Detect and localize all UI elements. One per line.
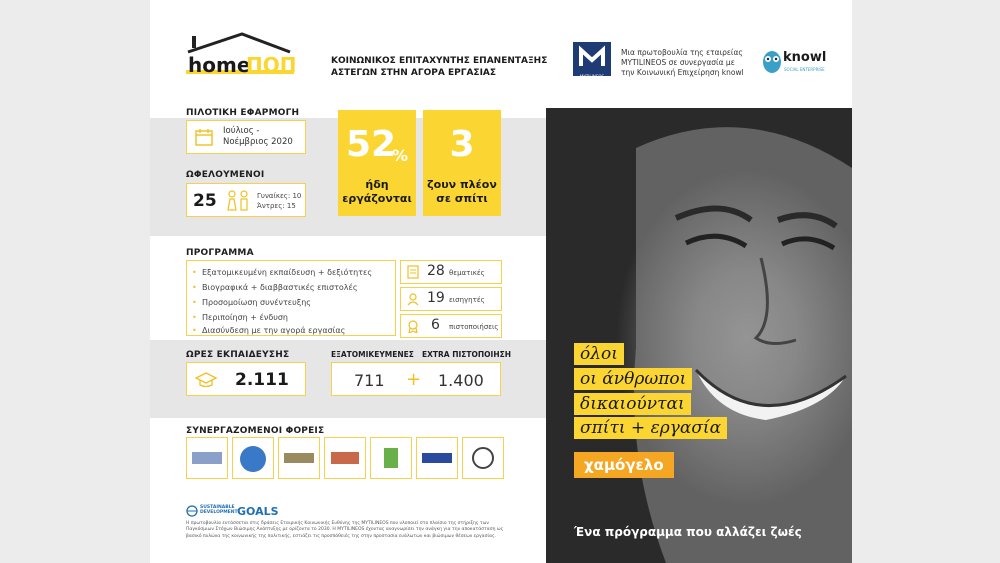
initiative-text [621, 48, 744, 78]
pilot-box [186, 120, 306, 154]
slogan-line4: σπίτι + εργασία [574, 417, 727, 439]
percent-sign: % [392, 146, 409, 165]
partner-logo [232, 437, 274, 479]
housed-caption-line2: σε σπίτι [436, 192, 488, 205]
book-icon [406, 265, 420, 279]
beneficiaries-split [257, 191, 301, 211]
hours-split-box [331, 362, 501, 396]
knowl-logo-text: knowl [783, 50, 827, 65]
thematic-value: 28 [427, 263, 445, 279]
pilot-label: ΠΙΛΟΤΙΚΗ ΕΦΑΡΜΟΓΗ [186, 108, 300, 118]
certs-label: πιστοποιήσεις [449, 323, 499, 331]
sdg-line1: SUSTAINABLE [200, 505, 235, 510]
extra-label: EXTRA ΠΙΣΤΟΠΟΙΗΣΗ [422, 350, 512, 359]
beneficiaries-count: 25 [193, 191, 217, 211]
percent-caption-line1: ήδη [365, 178, 389, 191]
initiative-line3: την Κοινωνική Επιχείρηση knowl [621, 68, 744, 77]
header-title [331, 55, 547, 79]
program-item: • Προσομοίωση συνέντευξης [202, 298, 311, 307]
program-item: • Εξατομικευμένη εκπαίδευση + δεξιότητες [202, 268, 372, 277]
knowl-sub: SOCIAL ENTERPRISE [784, 67, 825, 72]
slogan-line1: όλοι [574, 343, 624, 365]
partner-logo [370, 437, 412, 479]
beneficiaries-box [186, 183, 306, 217]
sdg-goals: GOALS [237, 505, 279, 518]
thematic-box [400, 260, 502, 284]
housed-value: 3 [449, 124, 475, 165]
header-title-line1: ΚΟΙΝΩΝΙΚΟΣ ΕΠΙΤΑΧΥΝΤΗΣ ΕΠΑΝΕΝΤΑΞΗΣ [331, 56, 548, 66]
slogan-line3: δικαιούνται [574, 393, 691, 415]
certs-box [400, 314, 502, 338]
sdg-footnote: Η πρωτοβουλία εντάσσεται στις δράσεις Εταιρικής Κοινωνικής Ευθύνης της MYTILINEOS που υλοποιεί στο πλαίσιο της στήριξης των Παγκόσμιων Στόχων Βιώσιμης Ανάπτυξης με ορίζοντα το 2030. Η MYTILINEOS έχοντας αναγνωρίσει την ανάγκη για την αποκατάσταση ως βασικό πυλώνα της κοινωνικής της πολιτικής, εστιάζει τις προσπάθειές της στην προστασία ευάλωτων και βιώσιμων θέσεων εργασίας. [186, 521, 504, 539]
individual-value: 711 [354, 371, 385, 390]
calendar-icon [195, 128, 213, 146]
extra-value: 1.400 [438, 371, 484, 390]
plus-sign: + [406, 369, 422, 390]
medal-icon [406, 319, 420, 333]
sdg-text [200, 505, 238, 515]
individual-label: ΕΞΑΤΟΜΙΚΕΥΜΕΝΕΣ [331, 350, 414, 359]
partner-logo [416, 437, 458, 479]
infographic-sheet [150, 0, 852, 563]
partner-logo [462, 437, 504, 479]
partner-logo [278, 437, 320, 479]
certs-value: 6 [431, 317, 440, 333]
un-emblem-icon [186, 505, 198, 517]
mytilineos-logo-icon [573, 42, 611, 79]
program-item: • Διασύνδεση με την αγορά εργασίας [202, 326, 345, 335]
pilot-period-line1: Ιούλιος - [223, 126, 260, 136]
hours-label: ΩΡΕΣ ΕΚΠΑΙΔΕΥΣΗΣ [186, 350, 290, 360]
logo-home-text: home [188, 53, 251, 77]
percent-caption [338, 178, 416, 206]
speaker-icon [406, 292, 420, 306]
hours-value: 2.111 [235, 370, 289, 390]
mytilineos-caption: MYTILINEOS [579, 74, 605, 79]
program-item: • Βιογραφικά + διαββαστικές επιστολές [202, 283, 358, 292]
sdg-line2: DEVELOPMENT [200, 510, 238, 515]
smile-badge: χαμόγελο [574, 452, 674, 478]
partner-logo [324, 437, 366, 479]
housed-card [423, 110, 501, 216]
header-title-line2: ΑΣΤΕΓΩΝ ΣΤΗΝ ΑΓΟΡΑ ΕΡΓΑΣΙΑΣ [331, 68, 497, 78]
graduation-cap-icon [195, 371, 217, 389]
initiative-line1: Μια πρωτοβουλία της εταιρείας [621, 48, 743, 57]
percent-value: 52 [346, 124, 397, 165]
face-illustration [546, 108, 852, 563]
beneficiaries-women: Γυναίκες: 10 [257, 192, 302, 200]
speakers-label: εισηγητές [449, 296, 485, 304]
thematic-label: θεματικές [449, 269, 485, 277]
pilot-period [223, 126, 293, 148]
percent-employed-card [338, 110, 416, 216]
pilot-period-line2: Νοέμβριος 2020 [223, 137, 293, 147]
logo-pop-text: ΠΟΠ [246, 53, 297, 77]
people-icon [225, 190, 251, 212]
housed-caption [423, 178, 501, 206]
program-label: ΠΡΟΓΡΑΜΜΑ [186, 248, 254, 258]
slogan-line2: οι άνθρωποι [574, 368, 692, 390]
partners-label: ΣΥΝΕΡΓΑΖΟΜΕΝΟΙ ΦΟΡΕΙΣ [186, 426, 325, 436]
hours-box [186, 362, 306, 396]
housed-caption-line1: ζουν πλέον [427, 178, 497, 191]
program-item: • Περιποίηση + ένδυση [202, 313, 288, 322]
beneficiaries-label: ΩΦΕΛΟΥΜΕΝΟΙ [186, 170, 265, 180]
partner-logo [186, 437, 228, 479]
beneficiaries-men: Άντρες: 15 [257, 202, 296, 210]
owl-icon [762, 48, 782, 74]
speakers-value: 19 [427, 290, 445, 306]
smiling-woman-photo [546, 108, 852, 563]
speakers-box [400, 287, 502, 311]
poster-tagline: Ένα πρόγραμμα που αλλάζει ζωές [574, 525, 802, 539]
initiative-line2: MYTILINEOS σε συνεργασία με [621, 58, 735, 67]
percent-caption-line2: εργάζονται [342, 192, 412, 205]
